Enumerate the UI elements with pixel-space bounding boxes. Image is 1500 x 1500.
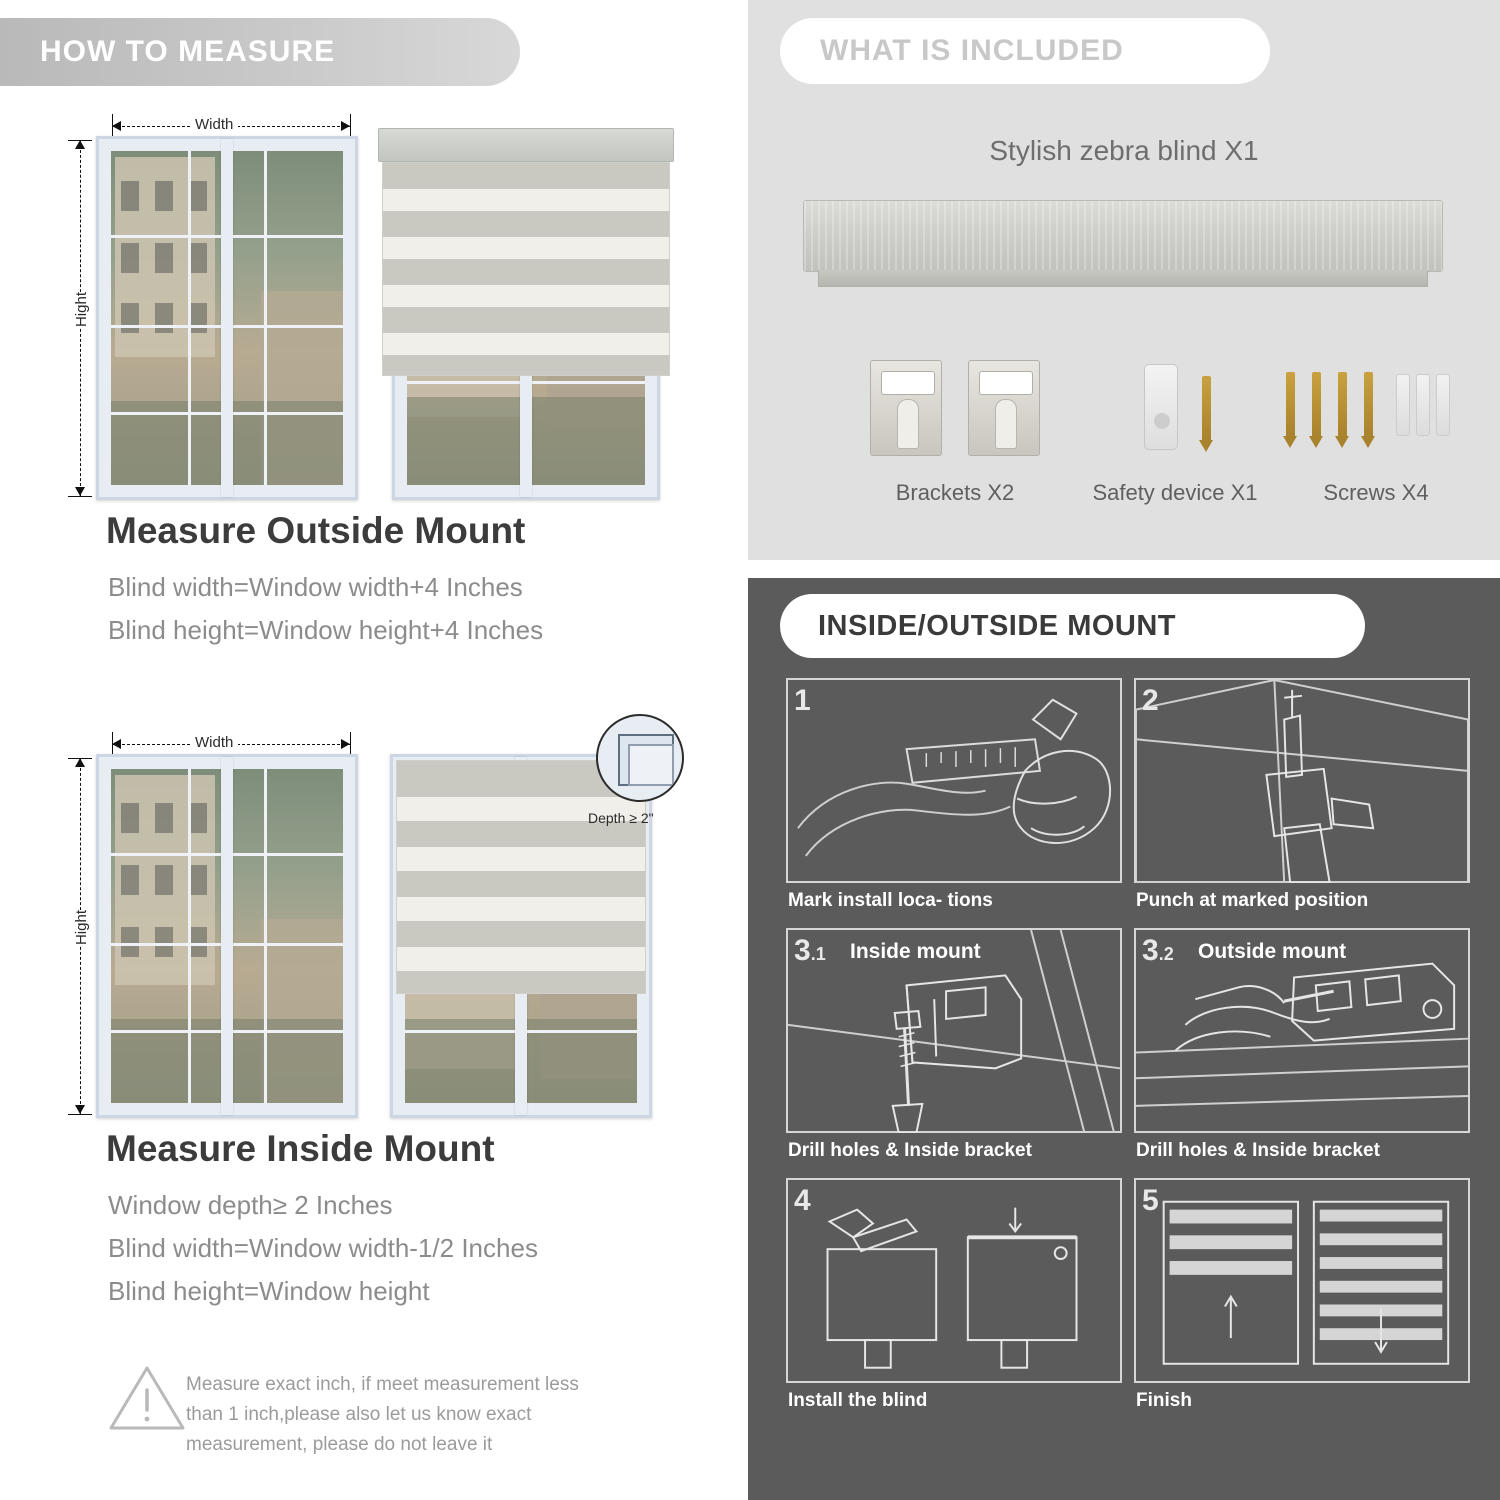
zebra-blind-product-image (803, 200, 1443, 272)
outside-width-tick-left (112, 114, 113, 138)
step-3-2 (1134, 928, 1470, 1133)
inside-mount-diagram (0, 728, 740, 1118)
outside-mount-title: Measure Outside Mount (106, 510, 526, 551)
step-5-number: 5 (1142, 1184, 1159, 1217)
inside-height-tick-top (68, 758, 92, 759)
outside-height-tick-top (68, 140, 92, 141)
part-screws (1256, 340, 1496, 520)
product-title: Stylish zebra blind X1 (989, 135, 1259, 166)
wall-anchor-icon (1416, 374, 1430, 436)
inside-mount-line-1: Window depth≥ 2 Inches (108, 1190, 393, 1220)
blind-fabric-inside (396, 760, 646, 994)
step-3-1-caption: Drill holes & Inside bracket (788, 1140, 1032, 1161)
part-label-safety-device: Safety device X1 (1092, 480, 1258, 505)
screw-icon (1286, 372, 1295, 438)
part-label-screws: Screws X4 (1323, 480, 1429, 505)
blind-illustration-inside (390, 728, 680, 1118)
step-5 (1134, 1178, 1470, 1383)
step-1 (786, 678, 1122, 883)
outside-mount-block (0, 110, 740, 645)
tape-measure-icon (788, 680, 1120, 883)
blind-headrail-outside (378, 128, 674, 162)
screw-icon (1312, 372, 1321, 438)
what-is-included-header: WHAT IS INCLUDED (780, 18, 1270, 84)
outside-mount-line-2: Blind height=Window height+4 Inches (108, 615, 544, 645)
bracket-icon (870, 360, 942, 456)
step-3-1-number: 3.1 (794, 934, 826, 967)
screw-icon (1364, 372, 1373, 438)
what-is-included-panel (748, 0, 1500, 560)
install-blind-icon (788, 1180, 1120, 1383)
outside-height-arrow-down (75, 487, 85, 496)
inside-mount-block (0, 728, 740, 1306)
screw-icon (1202, 376, 1211, 442)
outside-width-arrow-left (112, 121, 121, 131)
inside-width-arrow-left (112, 739, 121, 749)
safety-device-icon (1144, 364, 1178, 450)
step-4-caption: Install the blind (788, 1390, 928, 1411)
outside-width-arrow-right (341, 121, 350, 131)
blind-fabric-outside (382, 162, 670, 376)
outside-height-arrow-up (75, 140, 85, 149)
outside-width-label: Width (190, 116, 238, 133)
window-illustration-inside (96, 754, 358, 1118)
warning-triangle-icon (108, 1362, 186, 1432)
inside-outside-mount-panel (748, 578, 1500, 1500)
wall-anchor-icon (1396, 374, 1410, 436)
parts-row (748, 340, 1500, 540)
inside-mount-line-3: Blind height=Window height (108, 1276, 430, 1306)
how-to-measure-header: HOW TO MEASURE (0, 18, 520, 86)
step-4 (786, 1178, 1122, 1383)
step-3-1 (786, 928, 1122, 1133)
screw-icon (1338, 372, 1347, 438)
depth-label: Depth ≥ 2" (588, 810, 654, 826)
depth-callout-icon (596, 714, 684, 802)
outside-height-tick-bottom (68, 496, 92, 497)
inside-mount-title: Measure Inside Mount (106, 1128, 495, 1169)
outside-mount-diagram (0, 110, 740, 500)
inside-mount-line-2: Blind width=Window width-1/2 Inches (108, 1233, 538, 1263)
inside-height-tick-bottom (68, 1114, 92, 1115)
inside-outside-mount-header: INSIDE/OUTSIDE MOUNT (780, 594, 1365, 658)
outside-mount-line-1: Blind width=Window width+4 Inches (108, 572, 523, 602)
warning-text-line-2: than 1 inch,please also let us know exact (186, 1404, 532, 1425)
inside-height-label: Hight (68, 910, 95, 945)
inside-width-tick-right (350, 732, 351, 756)
right-column (748, 0, 1500, 1500)
step-5-caption: Finish (1136, 1390, 1192, 1411)
step-2 (1134, 678, 1470, 883)
wall-anchor-icon (1436, 374, 1450, 436)
step-3-2-caption: Drill holes & Inside bracket (1136, 1140, 1380, 1161)
inside-width-arrow-right (341, 739, 350, 749)
outside-width-tick-right (350, 114, 351, 138)
blind-illustration-outside (378, 110, 678, 500)
step-4-number: 4 (794, 1184, 811, 1217)
finished-blind-icon (1136, 1180, 1468, 1383)
warning-text-line-3: measurement, please do not leave it (186, 1434, 493, 1455)
warning-text-line-1: Measure exact inch, if meet measurement less (186, 1374, 579, 1395)
window-illustration-outside (96, 136, 358, 500)
step-2-caption: Punch at marked position (1136, 890, 1369, 911)
step-3-2-number: 3.2 (1142, 934, 1174, 967)
step-1-caption: Mark install loca- tions (788, 890, 993, 911)
inside-height-arrow-up (75, 758, 85, 767)
inside-width-tick-left (112, 732, 113, 756)
inside-width-label: Width (190, 734, 238, 751)
step-3-2-inline-title: Outside mount (1198, 940, 1347, 963)
inside-height-arrow-down (75, 1105, 85, 1114)
step-2-number: 2 (1142, 684, 1159, 717)
left-column (0, 0, 740, 1500)
step-3-1-inline-title: Inside mount (850, 940, 981, 963)
measure-warning (108, 1362, 708, 1472)
part-label-brackets: Brackets X2 (895, 480, 1015, 505)
drill-icon (1136, 680, 1468, 883)
step-1-number: 1 (794, 684, 811, 717)
outside-height-label: Hight (68, 292, 95, 327)
